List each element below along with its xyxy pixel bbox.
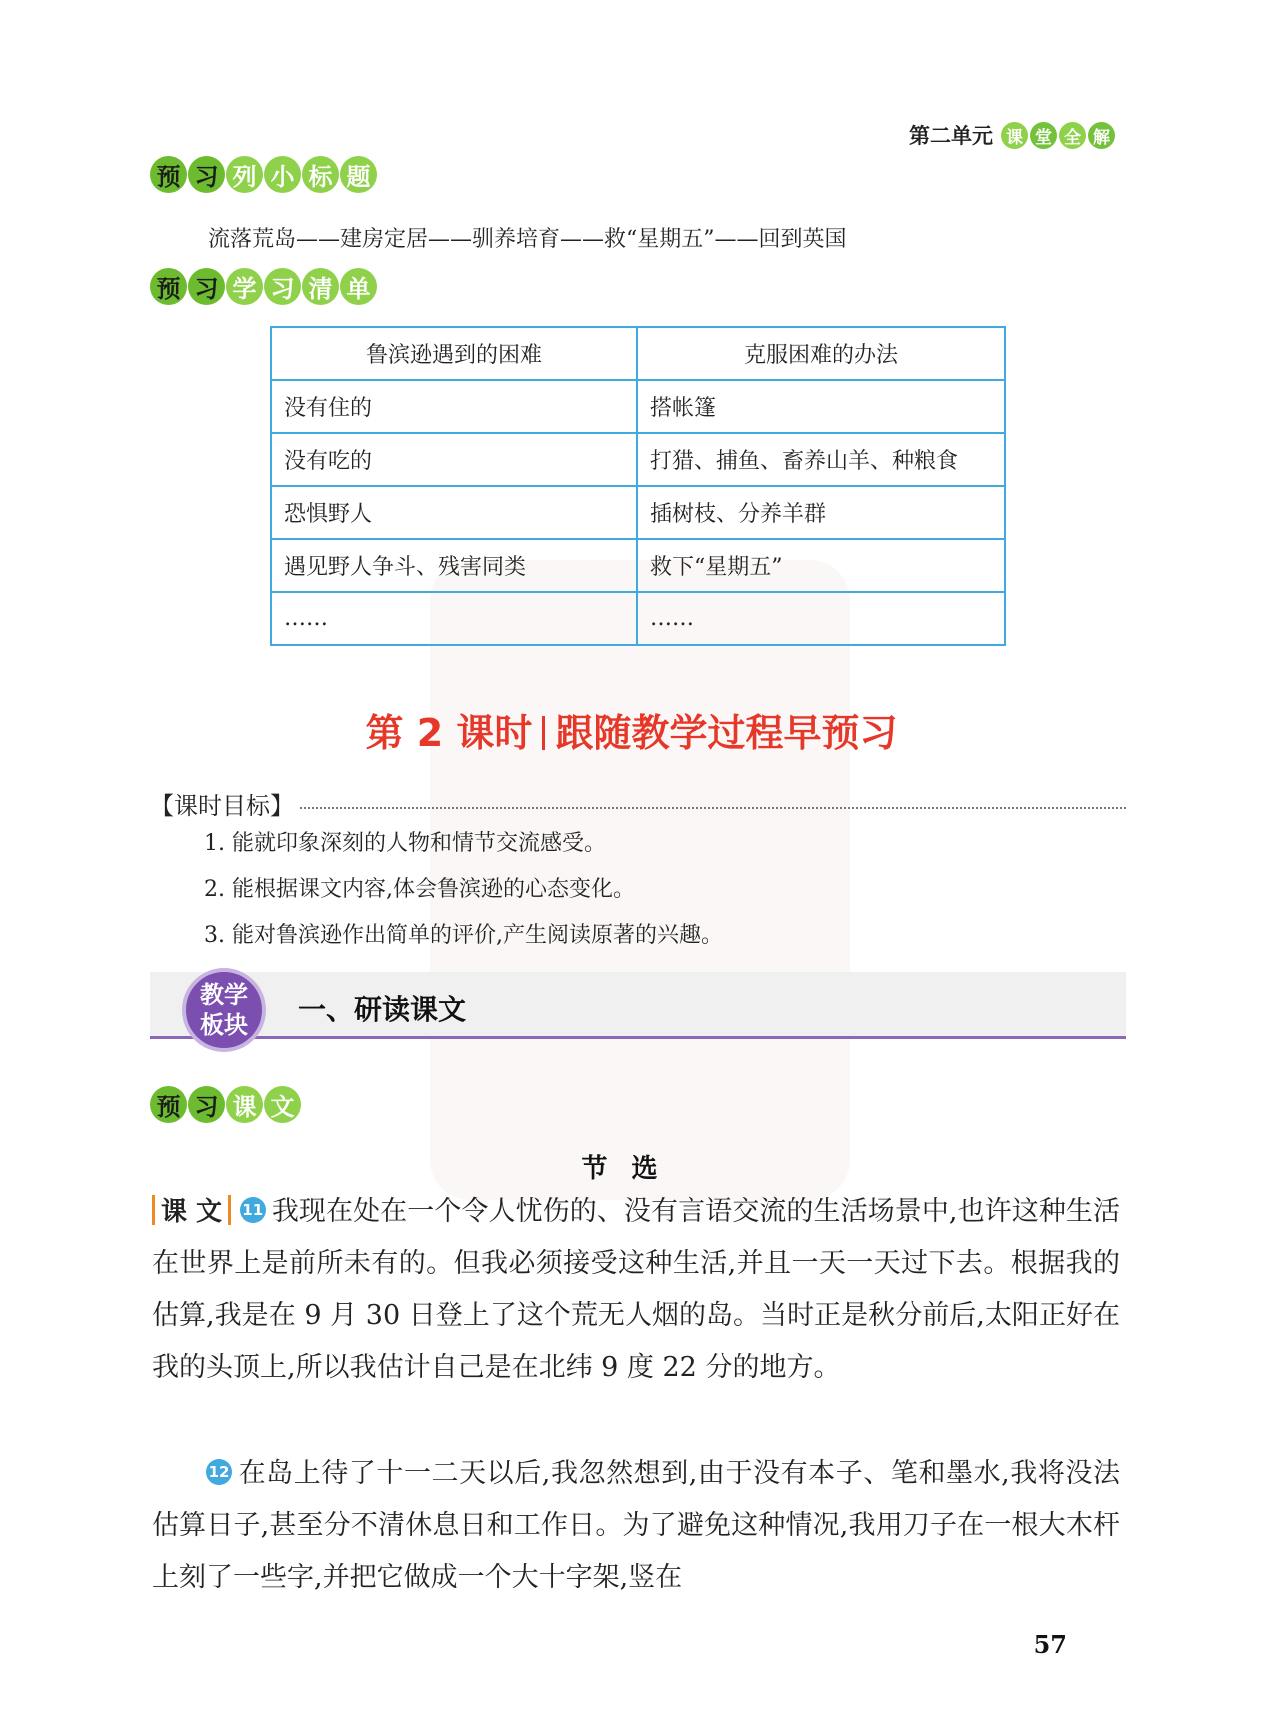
- badge-char: 学: [226, 268, 263, 305]
- unit-label: 第二单元: [909, 124, 993, 148]
- lesson-title: [0, 702, 1263, 757]
- badge-char: 列: [226, 156, 263, 193]
- block-title: 一、研读课文: [298, 993, 467, 1026]
- teaching-block-header: [150, 968, 1126, 1052]
- excerpt-title: 节选: [581, 1154, 682, 1184]
- badge-char: 小: [264, 156, 301, 193]
- label-bar: [228, 1195, 231, 1225]
- page-header: [909, 120, 1115, 150]
- badge-char: 预: [150, 268, 187, 305]
- section-badge-text: [150, 1086, 301, 1123]
- badge-char: 习: [264, 268, 301, 305]
- table-cell: 搭帐篷: [637, 380, 1005, 433]
- paragraph-number-badge: 11: [240, 1197, 266, 1223]
- badge-char: 课: [226, 1086, 263, 1123]
- paragraph-text: 我现在处在一个令人忧伤的、没有言语交流的生活场景中,也许这种生活在世界上是前所未有的。但我必须接受这种生活,并且一天一天过下去。根据我的估算,我是在 9 月 30 日登上了这个荒无人烟的岛。当时正是秋分前后,太阳正好在我的头顶上,所以我估计自己是在北纬 9 度 22 分的地方。: [152, 1196, 1120, 1383]
- paragraph-text: 在岛上待了十一二天以后,我忽然想到,由于没有本子、笔和墨水,我将没法估算日子,甚至分不清休息日和工作日。为了避免这种情况,我用刀子在一根大木杆上刻了一些字,并把它做成一个大十字架,竖在: [152, 1458, 1120, 1593]
- table-row: [271, 380, 1005, 433]
- dotted-leader: [300, 807, 1126, 809]
- table-cell: ……: [271, 592, 637, 645]
- difficulty-table: [270, 326, 1006, 646]
- badge-char: 预: [150, 156, 187, 193]
- table-row: [271, 592, 1005, 645]
- section-badge-checklist: [150, 268, 377, 305]
- badge-line: 教学: [200, 981, 248, 1009]
- table-cell: 救下“星期五”: [637, 539, 1005, 592]
- paragraph-12: [152, 1448, 1120, 1604]
- badge-char: 文: [264, 1086, 301, 1123]
- badge-char: 习: [188, 1086, 225, 1123]
- table-header-row: [271, 327, 1005, 380]
- goals-heading: [150, 786, 1126, 821]
- block-underline: [150, 1036, 1126, 1039]
- badge-char: 预: [150, 1086, 187, 1123]
- lesson-subtitle: 跟随教学过程早预习: [555, 711, 898, 755]
- text-label: 课 文: [161, 1197, 223, 1227]
- series-badge-char: 堂: [1030, 122, 1057, 149]
- paragraph-11: [152, 1186, 1120, 1394]
- series-badge: [1001, 122, 1115, 149]
- teaching-block-badge: [182, 968, 266, 1052]
- table-cell: 打猎、捕鱼、畜养山羊、种粮食: [637, 433, 1005, 486]
- badge-char: 习: [188, 268, 225, 305]
- table-cell: 没有住的: [271, 380, 637, 433]
- table-row: [271, 486, 1005, 539]
- badge-char: 习: [188, 156, 225, 193]
- paragraph-number-badge: 12: [206, 1459, 232, 1485]
- badge-line: 板块: [200, 1011, 248, 1039]
- badge-char: 单: [340, 268, 377, 305]
- lesson-number: 第 2 课时: [365, 711, 533, 755]
- goal-item: 3. 能对鲁滨逊作出简单的评价,产生阅读原著的兴趣。: [204, 923, 723, 948]
- series-badge-char: 解: [1088, 122, 1115, 149]
- page-number: 57: [1033, 1630, 1067, 1659]
- series-badge-char: 课: [1001, 122, 1028, 149]
- series-badge-char: 全: [1059, 122, 1086, 149]
- table-cell: 插树枝、分养羊群: [637, 486, 1005, 539]
- label-bar: [152, 1195, 155, 1225]
- section-badge-subtitles: [150, 156, 377, 193]
- table-header: 克服困难的办法: [637, 327, 1005, 380]
- badge-char: 题: [340, 156, 377, 193]
- goal-item: 2. 能根据课文内容,体会鲁滨逊的心态变化。: [204, 877, 635, 902]
- block-band: [150, 972, 1126, 1036]
- table-cell: 遇见野人争斗、残害同类: [271, 539, 637, 592]
- title-divider: [542, 716, 545, 750]
- table-row: [271, 433, 1005, 486]
- table-cell: 没有吃的: [271, 433, 637, 486]
- table-cell: ……: [637, 592, 1005, 645]
- badge-char: 清: [302, 268, 339, 305]
- table-header: 鲁滨逊遇到的困难: [271, 327, 637, 380]
- goals-heading-label: 【课时目标】: [150, 792, 294, 820]
- table-cell: 恐惧野人: [271, 486, 637, 539]
- subtitle-flow: 流落荒岛——建房定居——驯养培育——救“星期五”——回到英国: [208, 227, 847, 252]
- badge-char: 标: [302, 156, 339, 193]
- table-row: [271, 539, 1005, 592]
- goal-item: 1. 能就印象深刻的人物和情节交流感受。: [204, 831, 606, 856]
